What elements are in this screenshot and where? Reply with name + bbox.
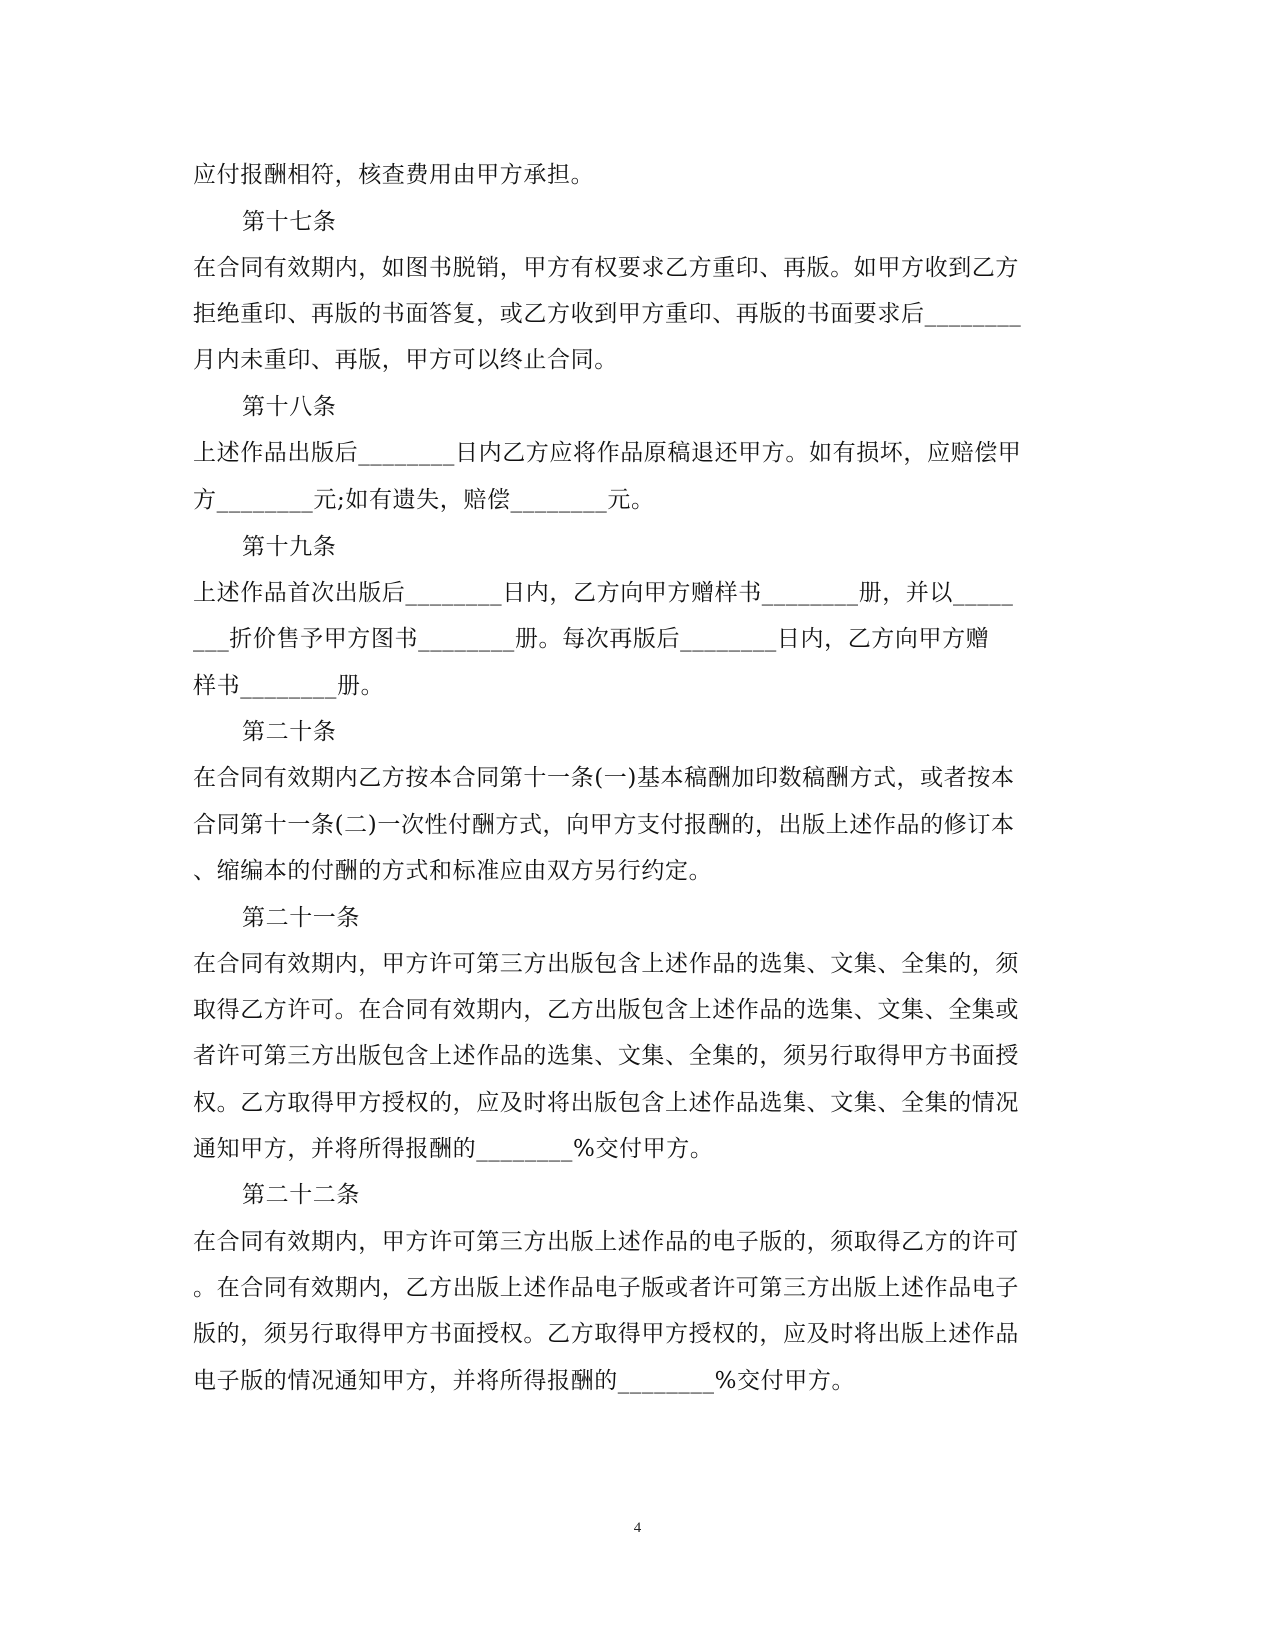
paragraph-line: 在合同有效期内，甲方许可第三方出版上述作品的电子版的，须取得乙方的许可 xyxy=(193,1229,1019,1255)
paragraph-line: 拒绝重印、再版的书面答复，或乙方收到甲方重印、再版的书面要求后________ xyxy=(193,301,1022,327)
paragraph-line: 电子版的情况通知甲方，并将所得报酬的________%交付甲方。 xyxy=(193,1368,856,1394)
article-heading-22: 第二十二条 xyxy=(242,1182,360,1208)
paragraph-line: 在合同有效期内乙方按本合同第十一条(一)基本稿酬加印数稿酬方式，或者按本 xyxy=(193,765,1015,791)
paragraph-line: 取得乙方许可。在合同有效期内，乙方出版包含上述作品的选集、文集、全集或 xyxy=(193,997,1019,1023)
paragraph-line: 上述作品出版后________日内乙方应将作品原稿退还甲方。如有损坏，应赔偿甲 xyxy=(193,440,1022,466)
article-heading-17: 第十七条 xyxy=(242,209,337,235)
paragraph-line: 。在合同有效期内，乙方出版上述作品电子版或者许可第三方出版上述作品电子 xyxy=(193,1275,1019,1301)
article-heading-18: 第十八条 xyxy=(242,394,337,420)
paragraph-line: 通知甲方，并将所得报酬的________%交付甲方。 xyxy=(193,1136,714,1162)
paragraph-line: 、缩编本的付酬的方式和标准应由双方另行约定。 xyxy=(193,858,713,884)
paragraph-line: 应付报酬相符，核查费用由甲方承担。 xyxy=(193,162,595,188)
paragraph-line: 上述作品首次出版后________日内，乙方向甲方赠样书________册，并以_____ xyxy=(193,580,1014,606)
paragraph-line: 者许可第三方出版包含上述作品的选集、文集、全集的，须另行取得甲方书面授 xyxy=(193,1043,1019,1069)
article-heading-21: 第二十一条 xyxy=(242,905,360,931)
paragraph-line: ___折价售予甲方图书________册。每次再版后________日内，乙方向甲方赠 xyxy=(193,626,990,652)
paragraph-line: 在合同有效期内，甲方许可第三方出版包含上述作品的选集、文集、全集的，须 xyxy=(193,951,1019,977)
article-heading-19: 第十九条 xyxy=(242,534,337,560)
paragraph-line: 样书________册。 xyxy=(193,673,385,699)
paragraph-line: 版的，须另行取得甲方书面授权。乙方取得甲方授权的，应及时将出版上述作品 xyxy=(193,1321,1019,1347)
paragraph-line: 月内未重印、再版，甲方可以终止合同。 xyxy=(193,347,618,373)
paragraph-line: 合同第十一条(二)一次性付酬方式，向甲方支付报酬的，出版上述作品的修订本 xyxy=(193,812,1015,838)
paragraph-line: 在合同有效期内，如图书脱销，甲方有权要求乙方重印、再版。如甲方收到乙方 xyxy=(193,255,1019,281)
paragraph-line: 权。乙方取得甲方授权的，应及时将出版包含上述作品选集、文集、全集的情况 xyxy=(193,1090,1019,1116)
article-heading-20: 第二十条 xyxy=(242,719,337,745)
paragraph-line: 方________元;如有遗失，赔偿________元。 xyxy=(193,487,655,513)
page-number: 4 xyxy=(633,1520,642,1536)
